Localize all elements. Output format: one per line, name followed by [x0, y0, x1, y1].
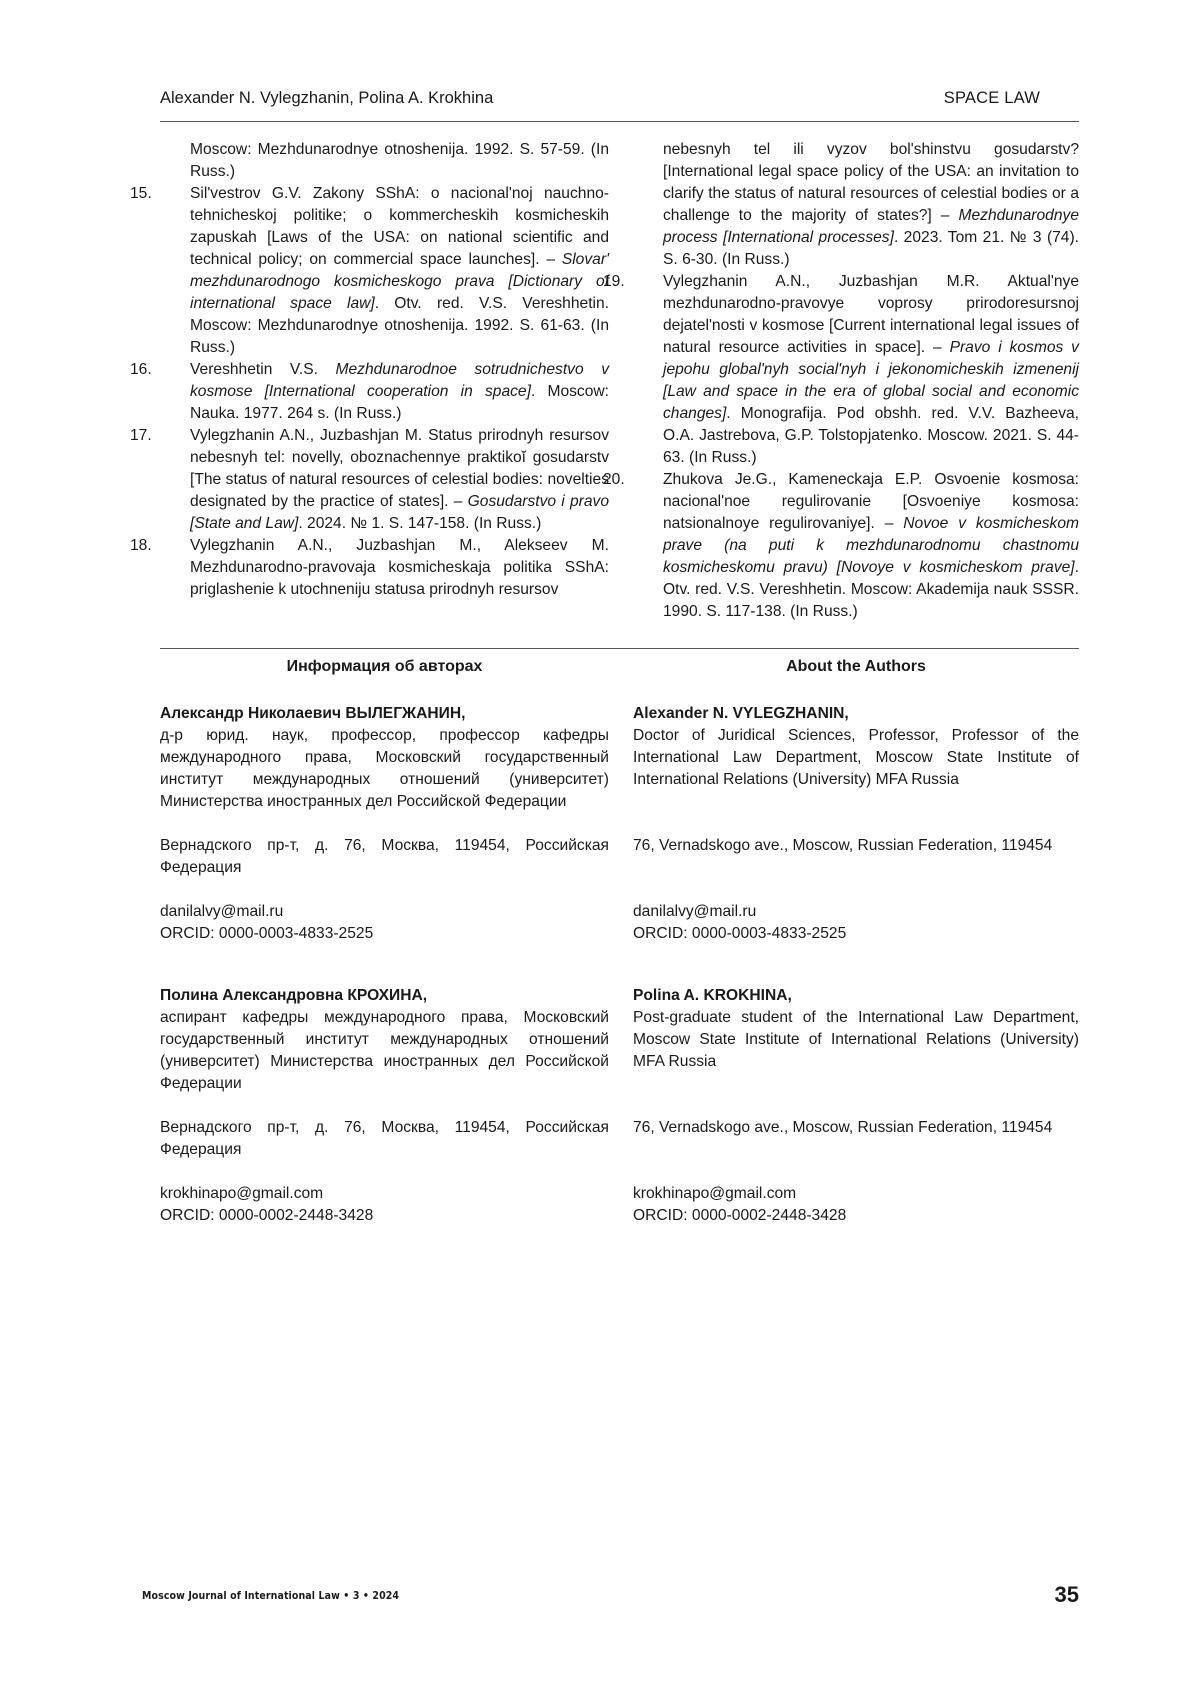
- author-ru-1: [160, 703, 609, 945]
- reference-continuation: Moscow: Mezhdunarodnye otnoshenija. 1992. S. 57-59. (In Russ.): [160, 139, 609, 183]
- author-name: Полина Александровна КРОХИНА,: [160, 985, 609, 1007]
- running-header-section: SPACE LAW: [944, 89, 1040, 108]
- author-address: 76, Vernadskogo ave., Moscow, Russian Federation, 119454: [633, 1117, 1079, 1139]
- section-rule: [160, 648, 1079, 649]
- author-en-1: [633, 703, 1079, 945]
- reference-19: 19. Vylegzhanin A.N., Juzbashjan M.R. Aktual'nye mezhdunarodno-pravovye voprosy prirodoresursnoj dejatel'nosti v kosmose [Current international legal issues of natural resource activities in space]. – Pravo i kosmos v jepohu global'nyh social'nyh i jekonomicheskih izmenenij [Law and space in the era of global social and economic changes]. Monografija. Pod obshh. red. V.V. Bazheeva, O.A. Jastrebova, G.P. Tolstopjatenko. Moscow. 2021. S. 44-63. (In Russ.): [633, 271, 1079, 469]
- author-orcid: ORCID: 0000-0003-4833-2525: [633, 923, 1079, 945]
- author-description: аспирант кафедры международного права, Московский государственный институт международных отношений (университет) Министерства иностранных дел Российской Федерации: [160, 1007, 609, 1095]
- author-orcid: ORCID: 0000-0003-4833-2525: [160, 923, 609, 945]
- author-address: Вернадского пр-т, д. 76, Москва, 119454, Российская Федерация: [160, 835, 609, 879]
- author-email: danilalvy@mail.ru: [160, 901, 609, 923]
- header-rule: [160, 121, 1079, 122]
- reference-18-continuation: nebesnyh tel ili vyzov bol'shinstvu gosudarstv? [International legal space policy of the USA: an invitation to clarify the status of natural resources of celestial bodies or a challenge to the majority of states?] – Mezhdunarodnye process [International processes]. 2023. Tom 21. № 3 (74). S. 6-30. (In Russ.): [633, 139, 1079, 271]
- reference-15: 15. Sil'vestrov G.V. Zakony SShA: o nacional'noj nauchno-tehnicheskoj politike; o kommercheskih kosmicheskih zapuskah [Laws of the USA: on national scientific and technical policy; on commercial space launches]. – Slovar' mezhdunarodnogo kosmicheskogo prava [Dictionary of international space law]. Otv. red. V.S. Vereshhetin. Moscow: Mezhdunarodnye otnoshenija. 1992. S. 61-63. (In Russ.): [160, 183, 609, 359]
- author-en-2: [633, 985, 1079, 1227]
- footer-journal: Moscow Journal of International Law • 3 • 2024: [142, 1590, 399, 1602]
- author-email: danilalvy@mail.ru: [633, 901, 1079, 923]
- author-description: Doctor of Juridical Sciences, Professor, Professor of the International Law Department, Moscow State Institute of International Relations (University) MFA Russia: [633, 725, 1079, 791]
- author-orcid: ORCID: 0000-0002-2448-3428: [633, 1205, 1079, 1227]
- author-name: Александр Николаевич ВЫЛЕГЖАНИН,: [160, 703, 609, 725]
- authors-heading-en: About the Authors: [633, 658, 1079, 676]
- author-address: Вернадского пр-т, д. 76, Москва, 119454, Российская Федерация: [160, 1117, 609, 1161]
- author-description: д-р юрид. наук, профессор, профессор кафедры международного права, Московский государственный институт международных отношений (университет) Министерства иностранных дел Российской Федерации: [160, 725, 609, 813]
- references-right-column: [633, 139, 1079, 623]
- author-name: Alexander N. VYLEGZHANIN,: [633, 703, 1079, 725]
- reference-17: 17. Vylegzhanin A.N., Juzbashjan M. Status prirodnyh resursov nebesnyh tel: novelly, oboznachennye praktikoĭ gosudarstv [The status of natural resources of celestial bodies: novelties designated by the practice of states]. – Gosudarstvo i pravo [State and Law]. 2024. № 1. S. 147-158. (In Russ.): [160, 425, 609, 535]
- authors-heading-ru: Информация об авторах: [160, 658, 609, 676]
- references-left-column: [160, 139, 609, 601]
- reference-20: 20. Zhukova Je.G., Kameneckaja E.P. Osvoenie kosmosa: nacional'noe regulirovanie [Osvoeniye kosmosa: natsionalnoye regulirovaniye]. – Novoe v kosmicheskom prave (na puti k mezhdunarodnomu chastnomu kosmicheskomu pravu) [Novoye v kosmicheskom prave]. Otv. red. V.S. Vereshhetin. Moscow: Akademija nauk SSSR. 1990. S. 117-138. (In Russ.): [633, 469, 1079, 623]
- running-header-authors: Alexander N. Vylegzhanin, Polina A. Krokhina: [160, 89, 493, 108]
- author-description: Post-graduate student of the International Law Department, Moscow State Institute of International Relations (University) MFA Russia: [633, 1007, 1079, 1073]
- author-name: Polina A. KROKHINA,: [633, 985, 1079, 1007]
- author-ru-2: [160, 985, 609, 1227]
- author-email: krokhinapo@gmail.com: [633, 1183, 1079, 1205]
- author-orcid: ORCID: 0000-0002-2448-3428: [160, 1205, 609, 1227]
- reference-18: 18. Vylegzhanin A.N., Juzbashjan M., Alekseev M. Mezhdunarodno-pravovaja kosmicheskaja politika SShA: priglashenie k utochneniju statusa prirodnyh resursov: [160, 535, 609, 601]
- page-number: 35: [1055, 1582, 1079, 1608]
- reference-16: 16. Vereshhetin V.S. Mezhdunarodnoe sotrudnichestvo v kosmose [International cooperation in space]. Moscow: Nauka. 1977. 264 s. (In Russ.): [160, 359, 609, 425]
- author-address: 76, Vernadskogo ave., Moscow, Russian Federation, 119454: [633, 835, 1079, 857]
- author-email: krokhinapo@gmail.com: [160, 1183, 609, 1205]
